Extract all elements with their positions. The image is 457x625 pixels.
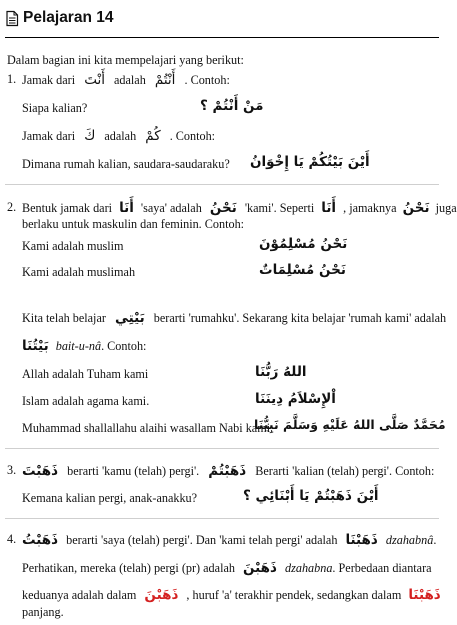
arabic-nahnu-2: نَحْنُ	[402, 200, 430, 216]
arabic-antum: أَنْتُمْ	[154, 72, 176, 88]
example-question-1: Siapa kalian?	[22, 101, 88, 115]
section-3-intro: ذَهَبْتَ berarti 'kamu (telah) pergi'. ذَهَبْتُمْ Berarti 'kalian (telah) pergi'. Contoh:	[22, 463, 435, 479]
example-muslim: Kami adalah muslim	[22, 239, 124, 253]
header-divider	[5, 37, 439, 38]
section-1-plural-line: Jamak dari كَ adalah كُمْ . Contoh:	[22, 128, 216, 144]
example-question-1-arabic: مَنْ أَنْتُمْ ؟	[200, 98, 264, 114]
section-divider-2	[5, 448, 439, 449]
page-header	[6, 6, 440, 30]
example-muhammad-arabic: مُحَمَّدٌ صَلَّى اللهُ عَلَيْهِ وَسَلَّمَ نَبِيُّنَا	[254, 417, 446, 432]
arabic-dzahabna-long-highlight: ذَهَبْنَا	[408, 587, 441, 603]
arabic-dzahabna: ذَهَبْنَا	[345, 532, 378, 548]
document-icon	[6, 11, 18, 26]
section-1-intro: Jamak dari أَنْتَ adalah أَنْتُمْ . Contoh:	[22, 72, 230, 88]
section-3-number: 3.	[7, 463, 17, 477]
section-2-intro: Bentuk jamak dari أَنَا 'saya' adalah نَحْنُ 'kami'. Seperti أَنَا , jamaknya نَحْنُ juga	[22, 200, 457, 216]
example-muhammad: Muhammad shallallahu alaihi wasallam Nabi kami.	[22, 421, 274, 435]
arabic-kum: كُمْ	[145, 128, 161, 144]
section-1-number: 1.	[7, 72, 17, 86]
arabic-ka: كَ	[84, 128, 96, 144]
arabic-ana-2: أَنَا	[321, 200, 337, 216]
section-4-number: 4.	[7, 532, 17, 546]
example-allah-arabic: اللهُ رَبُّنَا	[255, 364, 307, 380]
example-muslimah-arabic: نَحْنُ مُسْلِمَاتٌ	[259, 262, 346, 278]
example-question-2: Dimana rumah kalian, saudara-saudaraku?	[22, 157, 230, 171]
example-question-3: Kemana kalian pergi, anak-anakku?	[22, 491, 198, 505]
arabic-dzahabtum: ذَهَبْتُمْ	[208, 463, 247, 479]
section-2-paragraph-line-1: Kita telah belajar بَيْتِي berarti 'rumahku'. Sekarang kita belajar 'rumah kami' adalah	[22, 310, 447, 326]
example-question-3-arabic: أَيْنَ ذَهَبْتُمْ يَا أَبْنَائِي ؟	[243, 488, 379, 504]
section-2-line-2: berlaku untuk maskulin dan feminin. Contoh:	[22, 217, 245, 231]
section-2-paragraph-line-2: بَيْتُنَا bait-u-nâ. Contoh:	[22, 338, 147, 354]
example-muslim-arabic: نَحْنُ مُسْلِمُوْنَ	[259, 236, 348, 252]
arabic-anta: أَنْتَ	[84, 72, 105, 88]
example-allah: Allah adalah Tuham kami	[22, 367, 149, 381]
example-islam: Islam adalah agama kami.	[22, 394, 150, 408]
section-2-number: 2.	[7, 200, 17, 214]
page-title: Pelajaran 14	[23, 9, 114, 26]
arabic-nahnu: نَحْنُ	[209, 200, 237, 216]
arabic-dzahabna-feminine: ذَهَبْنَ	[243, 560, 277, 576]
section-4-line-3: keduanya adalah dalam ذَهَبْنَ , huruf 'a' terakhir pendek, sedangkan dalam ذَهَبْنَا	[22, 587, 441, 603]
section-4-line-4: panjang.	[22, 605, 64, 619]
intro-text: Dalam bagian ini kita mempelajari yang berikut:	[7, 53, 244, 67]
arabic-baiti: بَيْتِي	[114, 310, 145, 326]
arabic-ana: أَنَا	[119, 200, 134, 216]
arabic-baituna: بَيْتُنَا	[22, 338, 49, 354]
arabic-dzahabta: ذَهَبْتَ	[22, 463, 59, 479]
example-muslimah: Kami adalah muslimah	[22, 265, 136, 279]
example-question-2-arabic: أَيْنَ بَيْتُكُمْ يَا إِخْوَانُ	[250, 154, 370, 170]
section-4-line-1: ذَهَبْتُ berarti 'saya (telah) pergi'. Dan 'kami telah pergi' adalah ذَهَبْنَا dzahabnâ.	[22, 532, 437, 548]
arabic-dzahabtu: ذَهَبْتُ	[22, 532, 59, 548]
arabic-dzahabna-short-highlight: ذَهَبْنَ	[144, 587, 179, 603]
section-divider-1	[5, 184, 439, 185]
example-islam-arabic: اْلإِسْلاَمُ دِينَنَا	[255, 391, 336, 407]
section-divider-3	[5, 518, 439, 519]
section-4-line-2: Perhatikan, mereka (telah) pergi (pr) adalah ذَهَبْنَ dzahabna. Perbedaan diantara	[22, 560, 432, 576]
